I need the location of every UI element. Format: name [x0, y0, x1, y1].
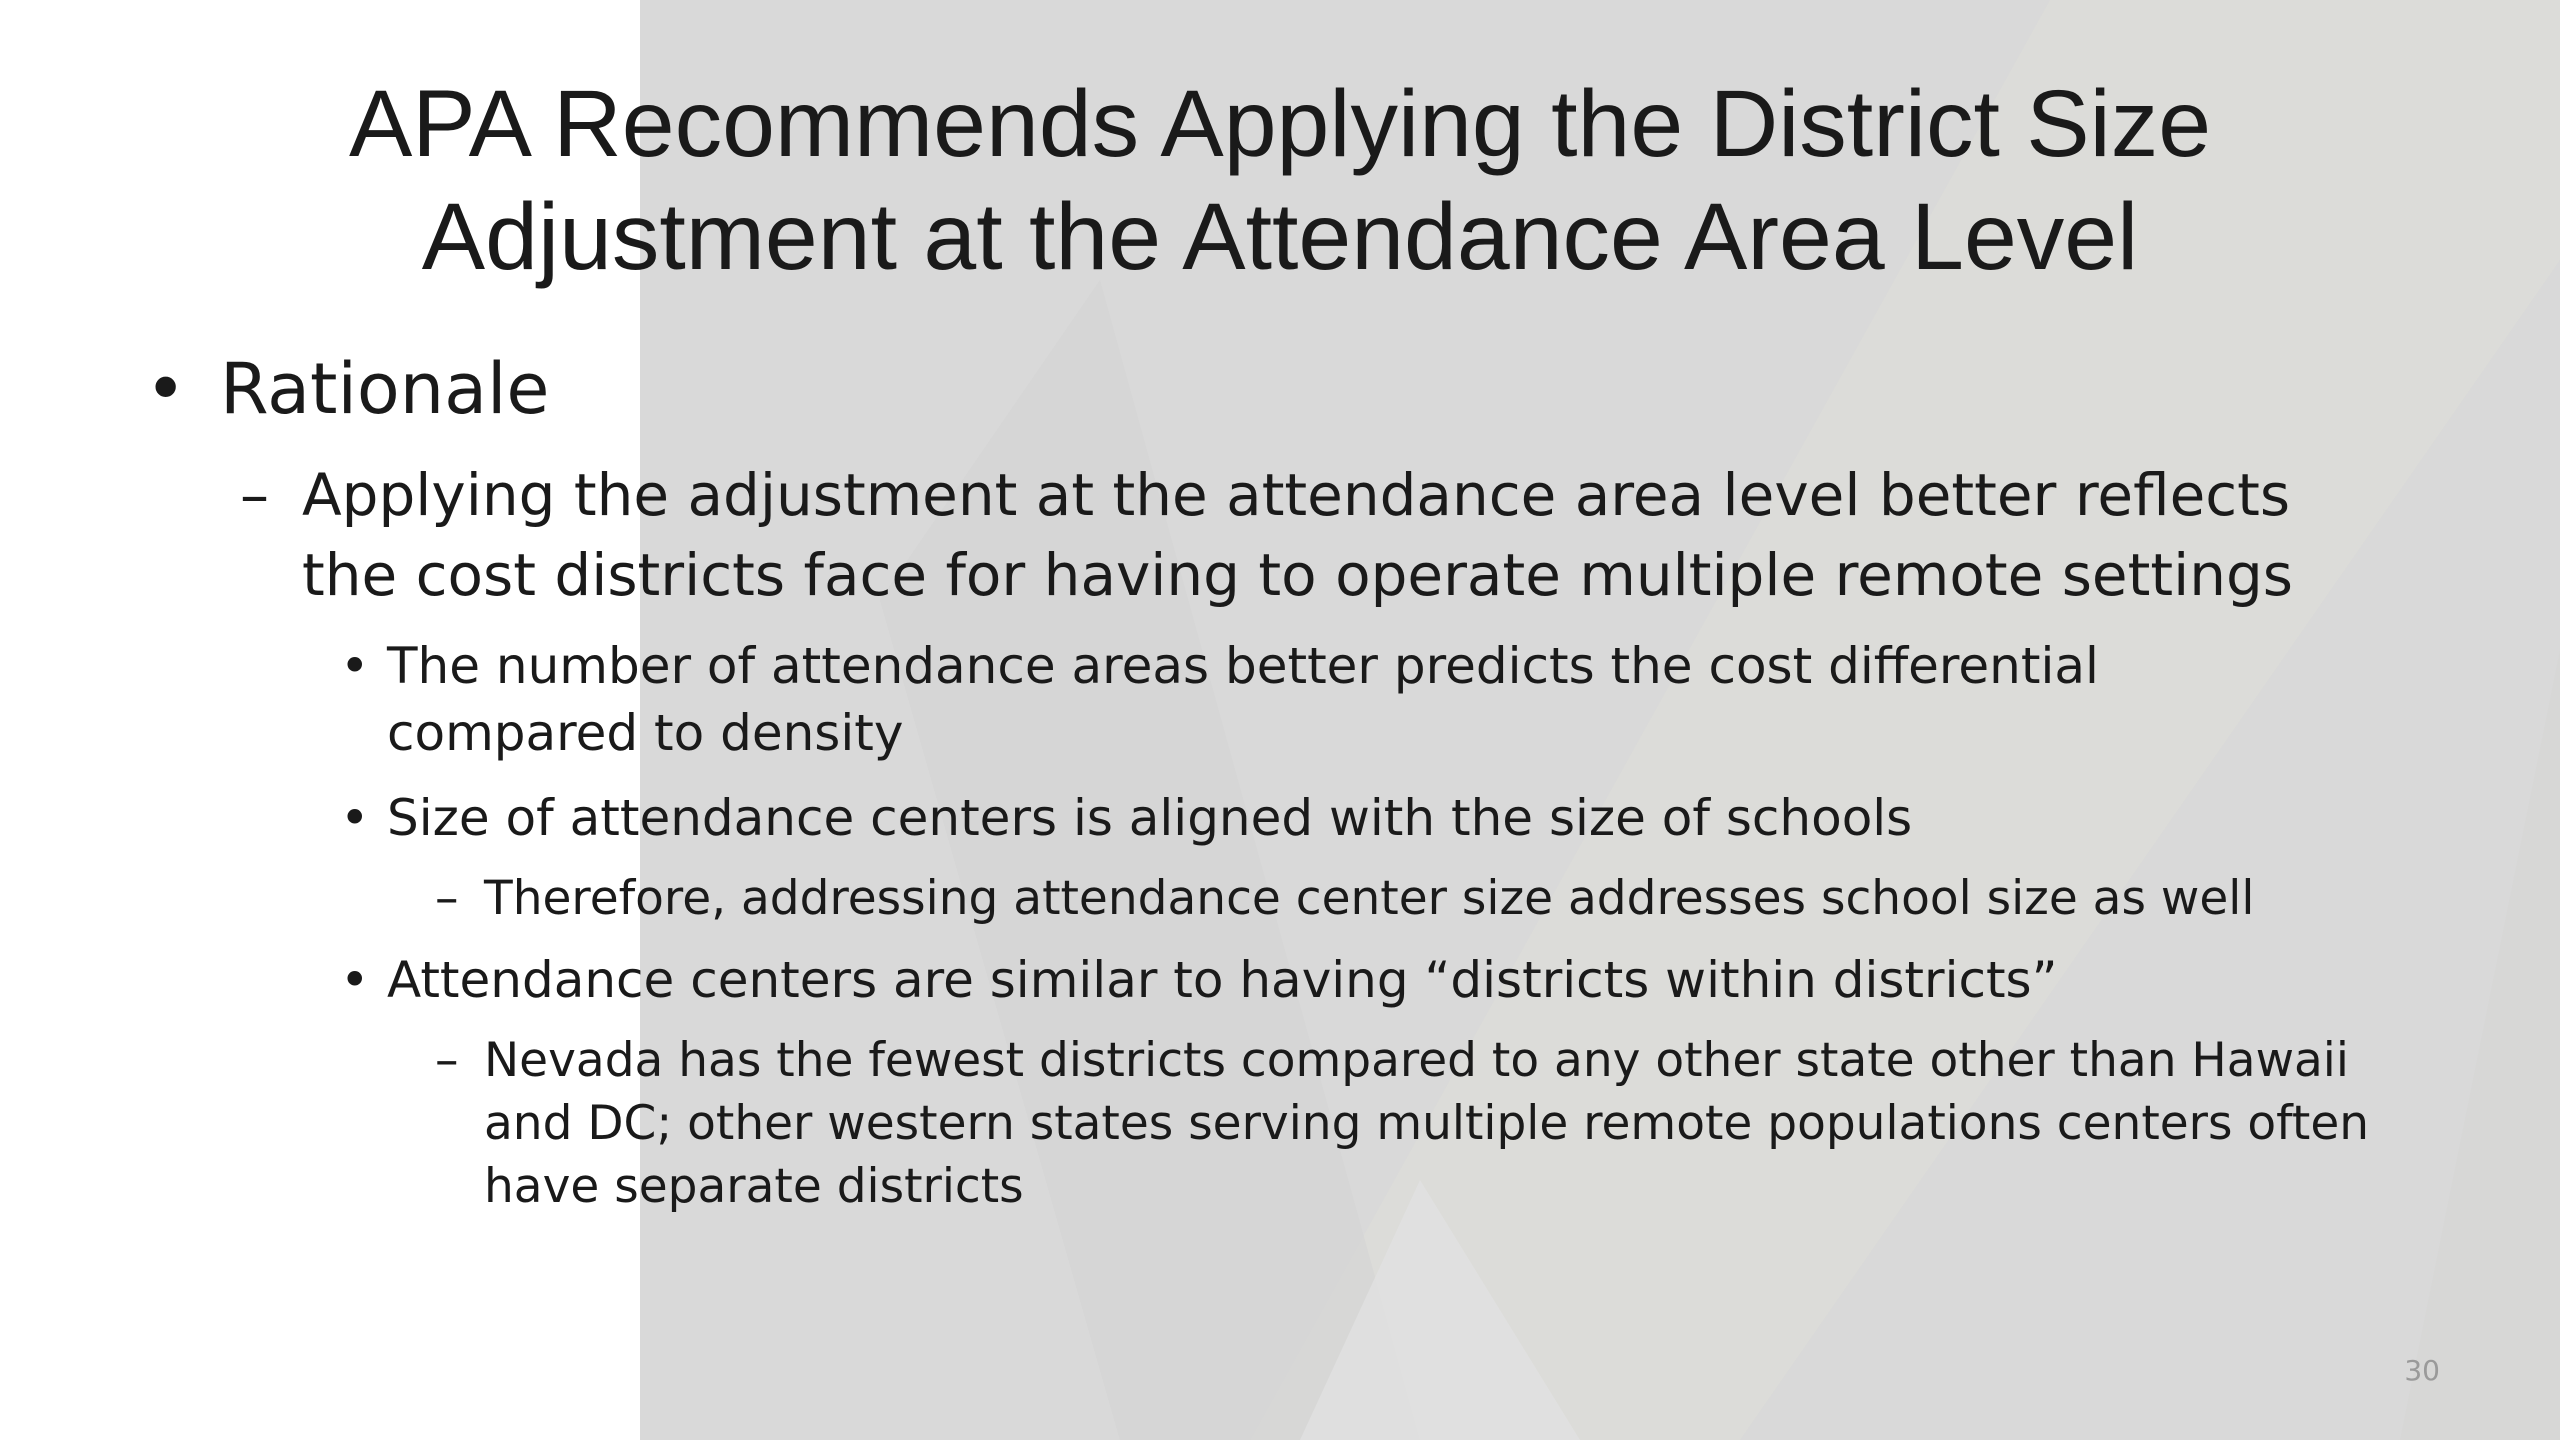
bullet-marker: • [145, 348, 187, 430]
bullet-text: Therefore, addressing attendance center size addresses school size as well [484, 871, 2255, 926]
bullet-text: Applying the adjustment at the attendance area level better reflects the cost districts face for having to operate multiple remote settings [302, 461, 2294, 609]
bullet-text: Attendance centers are similar to having “districts within districts” [387, 951, 2058, 1009]
sub-bullet-therefore [435, 867, 2425, 930]
page-number: 30 [2404, 1354, 2440, 1387]
bullet-text: The number of attendance areas better predicts the cost differential compared to density [387, 637, 2099, 762]
bullet-text: Nevada has the fewest districts compared to any other state other than Hawaii and DC; other western states serving multiple remote populations centers often have separate districts [484, 1033, 2370, 1214]
bullet-text: Rationale [220, 348, 550, 430]
dash-marker: – [435, 871, 459, 926]
sub-bullet-nevada [435, 1029, 2425, 1218]
bullet-marker: • [340, 637, 370, 695]
sub-bullet-number-of-areas [340, 633, 2340, 767]
slide-title-line-2: Adjustment at the Attendance Area Level [421, 184, 2139, 290]
bullet-marker: • [340, 951, 370, 1009]
dash-marker: – [240, 461, 269, 529]
bullet-rationale [145, 345, 550, 433]
sub-bullet-size-of-centers [340, 785, 2340, 852]
slide-title-line-1: APA Recommends Applying the District Size [348, 71, 2212, 177]
sub-bullet-applying-adjustment [240, 455, 2380, 615]
bullet-text: Size of attendance centers is aligned with the size of schools [387, 789, 1913, 847]
dash-marker: – [435, 1033, 459, 1088]
bullet-marker: • [340, 789, 370, 847]
sub-bullet-attendance-centers-similar [340, 947, 2340, 1014]
